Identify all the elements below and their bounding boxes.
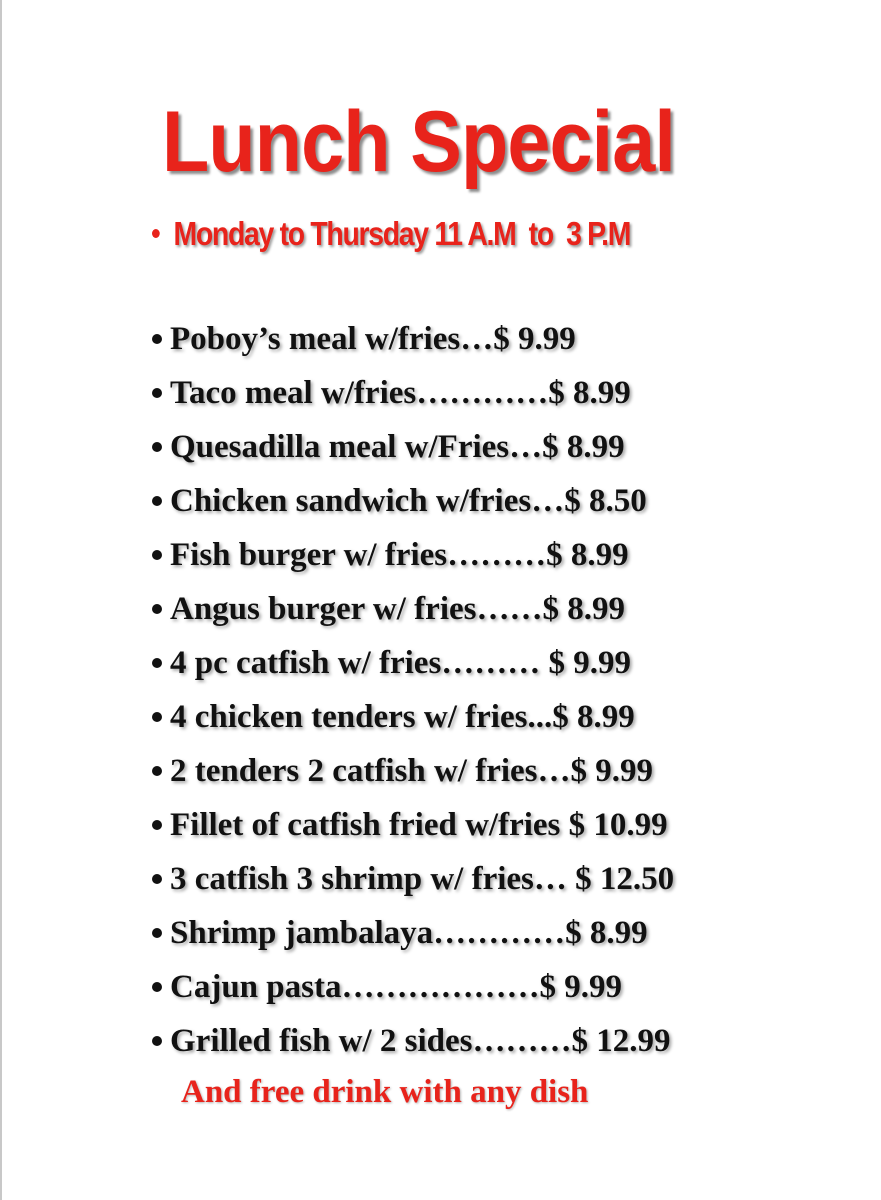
bullet-icon — [152, 1036, 162, 1046]
bullet-icon — [152, 442, 162, 452]
menu-item-text: Grilled fish w/ 2 sides………$ 12.99 — [170, 1023, 671, 1059]
menu-item — [152, 1014, 674, 1068]
menu-item — [152, 744, 674, 798]
bullet-icon — [152, 982, 162, 992]
menu-item-text: Shrimp jambalaya…………$ 8.99 — [170, 915, 648, 951]
menu-item-text: Quesadilla meal w/Fries…$ 8.99 — [170, 429, 625, 465]
menu-title: Lunch Special — [162, 94, 676, 190]
menu-item — [152, 420, 674, 474]
bullet-icon — [152, 229, 160, 238]
free-drink-note: And free drink with any dish — [181, 1074, 589, 1110]
bullet-icon — [152, 604, 162, 614]
menu-item — [152, 636, 674, 690]
menu-item — [152, 852, 674, 906]
menu-item — [152, 312, 674, 366]
menu-item-text: 3 catfish 3 shrimp w/ fries… $ 12.50 — [170, 861, 675, 897]
menu-item — [152, 366, 674, 420]
schedule-text: Monday to Thursday 11 A.M to 3 P.M — [173, 215, 631, 252]
bullet-icon — [152, 928, 162, 938]
menu-item-text: Fish burger w/ fries………$ 8.99 — [170, 537, 629, 573]
page-edge — [0, 0, 2, 1200]
bullet-icon — [152, 550, 162, 560]
menu-item-text: Poboy’s meal w/fries…$ 9.99 — [170, 321, 576, 357]
menu-item-text: 4 pc catfish w/ fries……… $ 9.99 — [170, 645, 632, 681]
menu-item-text: 4 chicken tenders w/ fries...$ 8.99 — [170, 699, 635, 735]
bullet-icon — [152, 496, 162, 506]
bullet-icon — [152, 334, 162, 344]
menu-item — [152, 474, 674, 528]
menu-item — [152, 798, 674, 852]
bullet-icon — [152, 820, 162, 830]
bullet-icon — [152, 388, 162, 398]
bullet-icon — [152, 766, 162, 776]
menu-item-text: Fillet of catfish fried w/fries $ 10.99 — [170, 807, 668, 843]
menu-item — [152, 690, 674, 744]
schedule-line — [152, 212, 702, 256]
menu-item — [152, 960, 674, 1014]
menu-item — [152, 582, 674, 636]
menu-item-text: Taco meal w/fries…………$ 8.99 — [170, 375, 631, 411]
menu-item-text: Cajun pasta………………$ 9.99 — [170, 969, 622, 1005]
bullet-icon — [152, 712, 162, 722]
menu-list — [152, 312, 674, 1068]
bullet-icon — [152, 874, 162, 884]
menu-item-text: Chicken sandwich w/fries…$ 8.50 — [170, 483, 647, 519]
menu-item-text: Angus burger w/ fries……$ 8.99 — [170, 591, 625, 627]
bullet-icon — [152, 658, 162, 668]
menu-item — [152, 906, 674, 960]
menu-item — [152, 528, 674, 582]
menu-item-text: 2 tenders 2 catfish w/ fries…$ 9.99 — [170, 753, 654, 789]
